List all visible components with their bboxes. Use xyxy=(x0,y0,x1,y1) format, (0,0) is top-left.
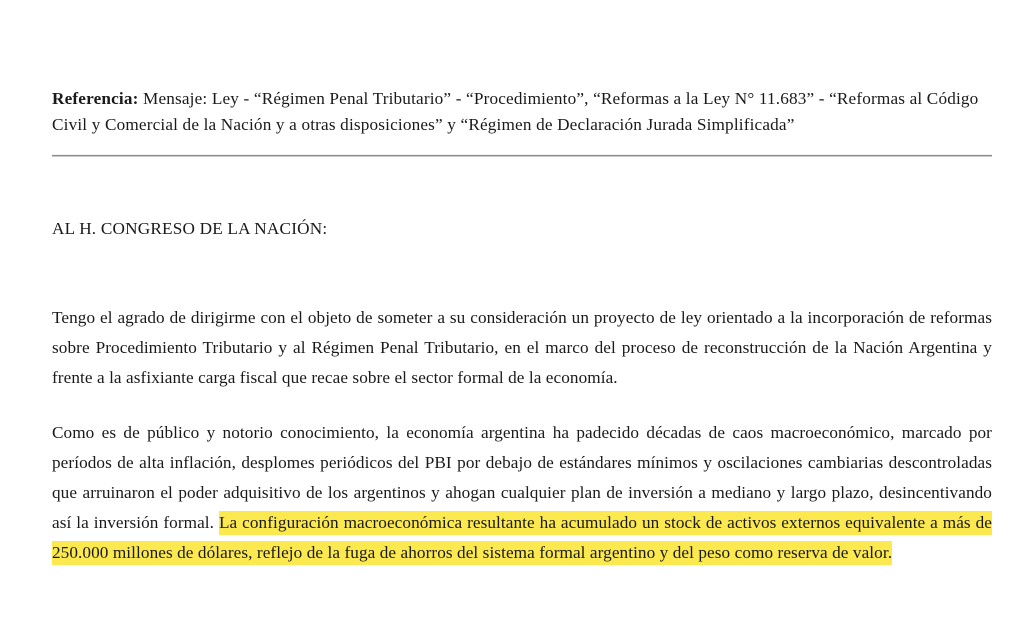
paragraph-context xyxy=(52,418,992,568)
highlighted-passage: La configuración macroeconómica resultante ha acumulado un stock de activos externos equivalente a más de 250.000 millones de dólares, reflejo de la fuga de ahorros del sistema formal argentino y del peso como reserva de valor. xyxy=(52,511,992,565)
reference-text: Mensaje: Ley - “Régimen Penal Tributario” - “Procedimiento”, “Reformas a la Ley N° 11.683” - “Reformas al Código Civil y Comercial de la Nación y a otras disposiciones” y “Régimen de Declaración Jurada Simplificada” xyxy=(52,89,979,134)
horizontal-divider xyxy=(52,154,992,157)
reference-block xyxy=(52,86,992,137)
reference-label: Referencia: xyxy=(52,89,139,108)
paragraph-intro: Tengo el agrado de dirigirme con el objeto de someter a su consideración un proyecto de ley orientado a la incorporación de reformas sobre Procedimiento Tributario y al Régimen Penal Tributario, en el marco del proceso de reconstrucción de la Nación Argentina y frente a la asfixiante carga fiscal que recae sobre el sector formal de la economía. xyxy=(52,308,992,388)
paragraph-context-plain-text: Como es de público y notorio conocimiento, la economía argentina ha padecido décadas de caos macroeconómico, marcado por períodos de alta inflación, desplomes periódicos del PBI por debajo de estándares mínimos y oscilaciones cambiarias descontroladas que arruinaron el poder adquisitivo de los argentinos y ahogan cualquier plan de inversión a mediano y largo plazo, desincentivando así la inversión formal. xyxy=(52,423,992,533)
addressee-heading: AL H. CONGRESO DE LA NACIÓN: xyxy=(52,219,328,239)
document-content-area xyxy=(52,0,992,585)
